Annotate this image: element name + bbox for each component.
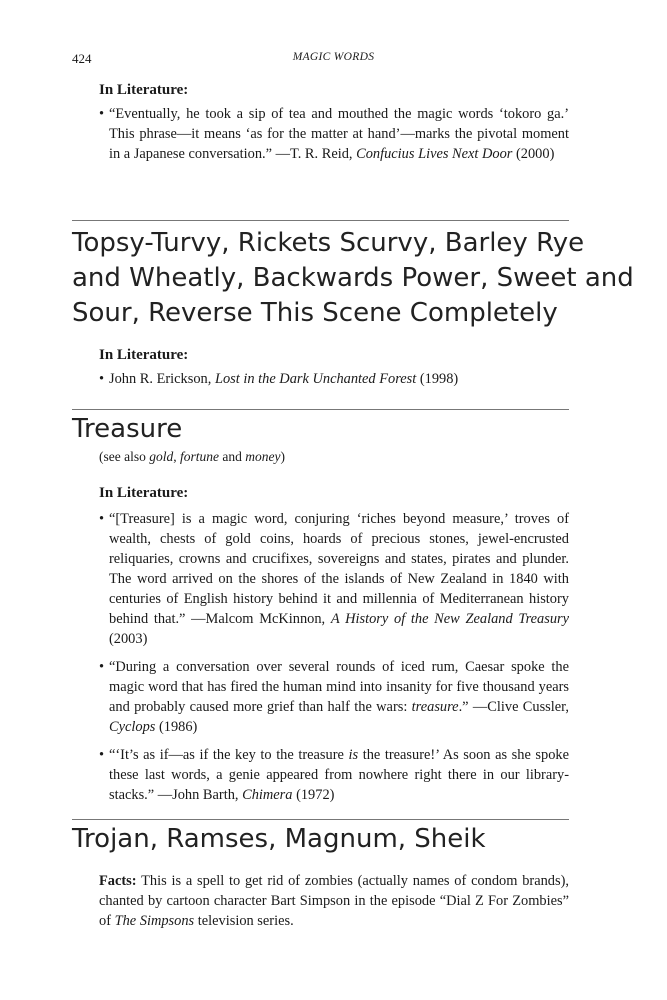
bullet-icon: • <box>99 659 105 675</box>
see-also-term: money <box>245 449 281 464</box>
see-also-term: gold <box>149 449 174 464</box>
section-heading <box>72 822 569 857</box>
work-title: Chimera <box>242 787 293 803</box>
facts-label: Facts: <box>99 873 137 889</box>
list-item: • “‘It’s as if—as if the key to the treasure is the treasure!’ As soon as she spoke these last words, a genie appeared from nowhere right there in our library-stacks.” —John Barth, Chimera (1972) <box>99 747 569 803</box>
subhead: In Literature: <box>99 82 189 98</box>
facts-paragraph: Facts: This is a spell to get rid of zombies (actually names of condom brands), chanted by cartoon character Bart Simpson in the episode “Dial Z For Zombies” of The Simpsons television series. <box>99 873 569 929</box>
work-title: A History of the New Zealand Treasury <box>330 611 569 627</box>
entry-text: “Eventually, he took a sip of tea and mouthed the magic words ‘tokoro ga.’ This phrase—it means ‘as for the matter at hand’—marks the pivotal moment in a Japanese conversation.” —T. R. Reid, <box>109 106 569 162</box>
heading-line: and Wheatly, Backwards Power, Sweet and <box>72 263 634 293</box>
entry-year: (2000) <box>512 146 555 162</box>
work-title: The Simpsons <box>114 913 195 929</box>
bullet-icon: • <box>99 511 105 527</box>
section-heading <box>72 412 569 447</box>
section-divider <box>72 220 569 221</box>
heading-line: Sour, Reverse This Scene Completely <box>72 298 558 328</box>
work-title: treasure <box>411 699 459 715</box>
list-item <box>99 369 569 389</box>
heading-line: Topsy-Turvy, Rickets Scurvy, Barley Rye <box>72 228 585 258</box>
subhead: In Literature: <box>99 347 189 363</box>
list-item <box>99 509 569 649</box>
section-trojan <box>72 822 569 931</box>
list-item <box>99 104 569 164</box>
entry-text: John R. Erickson, <box>109 371 215 387</box>
see-also-term: fortune <box>180 449 219 464</box>
page-number: 424 <box>72 51 92 66</box>
entry-year: (1972) <box>292 787 335 803</box>
subhead: In Literature: <box>99 485 189 501</box>
bullet-icon: • <box>99 371 105 387</box>
section-continuation <box>72 80 569 164</box>
emphasis: is <box>348 747 359 763</box>
entry-text: “During a conversation over several rounds of iced rum, Caesar spoke the magic word that has fired the human mind into insanity for five thousand years and probably caused more grief than half the wars: <box>109 659 569 715</box>
section-treasure <box>72 412 569 805</box>
section-divider <box>72 819 569 820</box>
section-heading <box>72 226 634 331</box>
running-head: MAGIC WORDS <box>292 51 375 63</box>
entry-text: “‘It’s as if—as if the key to the treasure <box>109 747 349 763</box>
heading-line: Treasure <box>72 414 183 444</box>
work-title: Confucius Lives Next Door <box>356 146 513 162</box>
section-topsy-turvy <box>72 226 634 389</box>
work-title: Cyclops <box>109 719 156 735</box>
see-also: (see also gold, fortune and money) <box>99 449 285 464</box>
entry-year: (1986) <box>155 719 198 735</box>
bullet-icon: • <box>99 106 105 122</box>
bullet-icon: • <box>99 747 105 763</box>
entry-text: “[Treasure] is a magic word, conjuring ‘riches beyond measure,’ troves of wealth, chests of gold coins, hoards of precious stones, jewel-encrusted reliquaries, crowns and crucifixes, sovereigns and states, pirates and plunder. The word arrived on the shores of the islands of New Zealand in 1840 with centuries of English history behind it and millennia of Mediterranean history behind that.” —Malcom McKinnon, <box>109 511 569 627</box>
entry-year: (2003) <box>109 631 148 647</box>
section-divider <box>72 409 569 410</box>
list-item: • “During a conversation over several rounds of iced rum, Caesar spoke the magic word that has fired the human mind into insanity for five thousand years and probably caused more grief than half the wars: treasure.” —Clive Cussler, Cyclops (1986) <box>99 659 569 735</box>
heading-line: Trojan, Ramses, Magnum, Sheik <box>72 824 486 854</box>
work-title: Lost in the Dark Unchanted Forest <box>214 371 417 387</box>
entry-year: (1998) <box>416 371 459 387</box>
